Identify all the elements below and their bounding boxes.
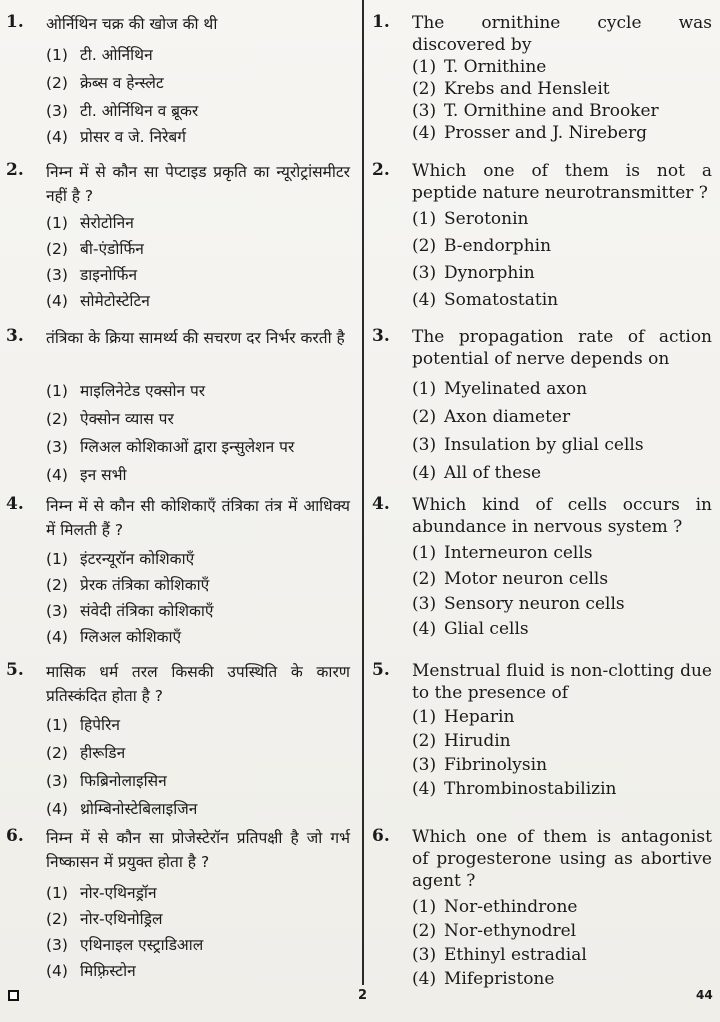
question-number: 6.	[6, 826, 24, 846]
option-label: (4)	[46, 466, 68, 484]
option-label: (3)	[46, 266, 68, 284]
column-divider	[362, 0, 364, 985]
question-6-hindi	[6, 826, 350, 991]
option-text: T. Ornithine	[444, 57, 547, 77]
option-4	[46, 126, 350, 148]
option-label: (3)	[46, 438, 68, 456]
option-text: Motor neuron cells	[444, 569, 609, 589]
option-1	[412, 378, 712, 400]
option-label: (4)	[46, 128, 68, 146]
option-4	[412, 778, 712, 800]
option-label: (4)	[412, 969, 437, 989]
option-4	[46, 798, 350, 820]
option-3	[412, 593, 712, 615]
question-text: The propagation rate of action potential of nerve depends on	[412, 327, 712, 369]
option-text: ग्लिअल कोशिकाओं द्वारा इन्सुलेशन पर	[80, 438, 295, 456]
option-text: Nor-ethynodrel	[444, 921, 577, 941]
question-number: 1.	[372, 12, 390, 32]
question-1-english	[372, 12, 712, 152]
option-text: Heparin	[444, 707, 515, 727]
question-text: Menstrual fluid is non-clotting due to the presence of	[412, 661, 712, 703]
option-label: (3)	[46, 936, 68, 954]
option-label: (4)	[46, 962, 68, 980]
option-text: इंटरन्यूरॉन कोशिकाएँ	[80, 550, 195, 568]
option-text: डाइनोर्फिन	[80, 266, 138, 284]
option-2	[46, 574, 350, 596]
option-label: (2)	[46, 744, 68, 762]
square-marker-icon	[8, 990, 19, 1001]
option-text: नोर-एथिनड्रॉन	[80, 884, 157, 902]
option-text: Mifepristone	[444, 969, 555, 989]
option-4	[46, 290, 350, 312]
option-1	[46, 548, 350, 570]
question-text: मासिक धर्म तरल किसकी उपस्थिति के कारण प्रतिस्कंदित होता है ?	[46, 663, 350, 705]
option-3	[46, 264, 350, 286]
option-2	[412, 235, 712, 257]
question-text: तंत्रिका के क्रिया सामर्थ्य की सचरण दर निर्भर करती है	[46, 329, 345, 347]
option-label: (1)	[46, 550, 68, 568]
option-text: Prosser and J. Nireberg	[444, 123, 647, 143]
question-text: निम्न में से कौन सा प्रोजेस्टेरॉन प्रतिपक्षी है जो गर्भ निष्कासन में प्रयुक्त होता है ?	[46, 829, 350, 871]
option-label: (2)	[46, 74, 68, 92]
option-label: (1)	[46, 214, 68, 232]
option-1	[412, 56, 712, 78]
option-3	[46, 600, 350, 622]
option-label: (2)	[46, 910, 68, 928]
option-label: (1)	[412, 379, 437, 399]
option-label: (2)	[46, 410, 68, 428]
option-1	[412, 208, 712, 230]
option-text: All of these	[444, 463, 542, 483]
option-label: (1)	[412, 707, 437, 727]
question-text: ओर्निथिन चक्र की खोज की थी	[46, 15, 218, 33]
option-text: फिब्रिनोलाइसिन	[80, 772, 167, 790]
option-4	[412, 618, 712, 640]
question-number: 3.	[372, 326, 390, 346]
option-label: (2)	[412, 731, 437, 751]
option-label: (3)	[412, 101, 437, 121]
option-4	[46, 626, 350, 648]
question-6-english	[372, 826, 712, 991]
option-label: (3)	[46, 602, 68, 620]
question-number: 3.	[6, 326, 24, 346]
question-number: 4.	[6, 494, 24, 514]
option-text: संवेदी तंत्रिका कोशिकाएँ	[80, 602, 214, 620]
option-text: एथिनाइल एस्ट्राडिआल	[80, 936, 204, 954]
option-text: सोमेटोस्टेटिन	[80, 292, 150, 310]
option-2	[412, 730, 712, 752]
option-text: टी. ओर्निथिन	[80, 46, 153, 64]
option-2	[412, 920, 712, 942]
option-text: प्रोसर व जे. निरेबर्ग	[80, 128, 187, 146]
question-4-english	[372, 494, 712, 656]
option-text: T. Ornithine and Brooker	[444, 101, 659, 121]
option-label: (1)	[46, 716, 68, 734]
option-text: ऐक्सोन व्यास पर	[80, 410, 174, 428]
page-number: 2	[358, 988, 368, 1003]
option-1	[46, 44, 350, 66]
question-3-hindi	[6, 326, 350, 491]
option-label: (2)	[412, 569, 437, 589]
option-3	[46, 770, 350, 792]
option-label: (3)	[412, 435, 437, 455]
option-3	[412, 944, 712, 966]
option-label: (1)	[412, 897, 437, 917]
option-1	[46, 380, 350, 402]
option-text: Insulation by glial cells	[444, 435, 644, 455]
option-label: (4)	[412, 290, 437, 310]
question-2-hindi	[6, 160, 350, 320]
option-text: Somatostatin	[444, 290, 559, 310]
option-text: Nor-ethindrone	[444, 897, 578, 917]
option-3	[46, 100, 350, 122]
option-4	[412, 122, 712, 144]
option-text: बी-एंडोर्फिन	[80, 240, 144, 258]
booklet-code: 44	[696, 988, 713, 1002]
option-label: (4)	[412, 123, 437, 143]
option-2	[412, 78, 712, 100]
question-4-hindi	[6, 494, 350, 656]
option-3	[46, 934, 350, 956]
option-1	[46, 714, 350, 736]
option-1	[46, 882, 350, 904]
option-label: (3)	[412, 755, 437, 775]
option-label: (1)	[412, 209, 437, 229]
option-2	[46, 742, 350, 764]
option-text: Ethinyl estradial	[444, 945, 587, 965]
option-label: (3)	[46, 102, 68, 120]
option-label: (2)	[412, 407, 437, 427]
option-label: (2)	[46, 576, 68, 594]
option-2	[412, 406, 712, 428]
option-label: (3)	[412, 945, 437, 965]
question-1-hindi	[6, 12, 350, 152]
option-text: Krebs and Hensleit	[444, 79, 610, 99]
option-4	[412, 462, 712, 484]
option-label: (1)	[46, 382, 68, 400]
option-label: (3)	[46, 772, 68, 790]
option-text: Serotonin	[444, 209, 529, 229]
question-2-english	[372, 160, 712, 320]
option-text: Sensory neuron cells	[444, 594, 625, 614]
option-2	[46, 408, 350, 430]
question-3-english	[372, 326, 712, 491]
option-label: (4)	[412, 463, 437, 483]
question-text: Which one of them is antagonist of progesterone using as abortive agent ?	[412, 827, 712, 891]
option-text: हिपेरिन	[80, 716, 121, 734]
question-text: Which one of them is not a peptide nature neurotransmitter ?	[412, 161, 712, 203]
question-number: 6.	[372, 826, 390, 846]
option-label: (4)	[412, 619, 437, 639]
option-text: प्रेरक तंत्रिका कोशिकाएँ	[80, 576, 210, 594]
option-text: Thrombinostabilizin	[444, 779, 617, 799]
question-5-english	[372, 660, 712, 825]
option-label: (1)	[46, 46, 68, 64]
question-text: The ornithine cycle was discovered by	[412, 13, 712, 55]
option-1	[412, 542, 712, 564]
option-3	[412, 100, 712, 122]
option-1	[412, 706, 712, 728]
option-label: (4)	[412, 779, 437, 799]
question-number: 2.	[372, 160, 390, 180]
option-label: (3)	[412, 594, 437, 614]
question-number: 5.	[6, 660, 24, 680]
option-label: (4)	[46, 628, 68, 646]
option-text: Axon diameter	[444, 407, 571, 427]
option-label: (1)	[412, 57, 437, 77]
option-1	[412, 896, 712, 918]
question-text: निम्न में से कौन सी कोशिकाएँ तंत्रिका तंत्र में आधिक्य में मिलती हैं ?	[46, 497, 350, 539]
option-text: Myelinated axon	[444, 379, 588, 399]
question-number: 5.	[372, 660, 390, 680]
option-text: हीरूडिन	[80, 744, 126, 762]
option-3	[412, 754, 712, 776]
option-label: (3)	[412, 263, 437, 283]
option-4	[412, 968, 712, 990]
option-text: मिफ़्रिस्टोन	[80, 962, 136, 980]
option-4	[412, 289, 712, 311]
option-text: इन सभी	[80, 466, 127, 484]
question-number: 2.	[6, 160, 24, 180]
option-text: Hirudin	[444, 731, 511, 751]
option-3	[412, 434, 712, 456]
question-number: 1.	[6, 12, 24, 32]
option-label: (4)	[46, 292, 68, 310]
option-text: माइलिनेटेड एक्सोन पर	[80, 382, 206, 400]
question-text: Which kind of cells occurs in abundance in nervous system ?	[412, 495, 712, 537]
option-text: Interneuron cells	[444, 543, 593, 563]
option-text: थ्रोम्बिनोस्टेबिलाइजिन	[80, 800, 198, 818]
option-text: Fibrinolysin	[444, 755, 548, 775]
option-label: (1)	[46, 884, 68, 902]
option-4	[46, 464, 350, 486]
question-number: 4.	[372, 494, 390, 514]
option-text: क्रेब्स व हेन्स्लेट	[80, 74, 164, 92]
question-text: निम्न में से कौन सा पेप्टाइड प्रकृति का न्यूरोट्रांसमीटर नहीं है ?	[46, 163, 350, 205]
option-label: (2)	[412, 921, 437, 941]
option-text: सेरोटोनिन	[80, 214, 134, 232]
option-3	[46, 436, 350, 458]
option-2	[412, 568, 712, 590]
option-1	[46, 212, 350, 234]
option-text: Glial cells	[444, 619, 529, 639]
option-text: B-endorphin	[444, 236, 552, 256]
option-2	[46, 72, 350, 94]
option-label: (2)	[412, 79, 437, 99]
option-3	[412, 262, 712, 284]
option-label: (1)	[412, 543, 437, 563]
option-4	[46, 960, 350, 982]
option-text: Dynorphin	[444, 263, 535, 283]
option-label: (2)	[412, 236, 437, 256]
option-text: नोर-एथिनोड्रिल	[80, 910, 163, 928]
option-label: (2)	[46, 240, 68, 258]
question-5-hindi	[6, 660, 350, 825]
option-2	[46, 908, 350, 930]
option-text: ग्लिअल कोशिकाएँ	[80, 628, 182, 646]
option-label: (4)	[46, 800, 68, 818]
option-2	[46, 238, 350, 260]
option-text: टी. ओर्निथिन व ब्रूकर	[80, 102, 199, 120]
